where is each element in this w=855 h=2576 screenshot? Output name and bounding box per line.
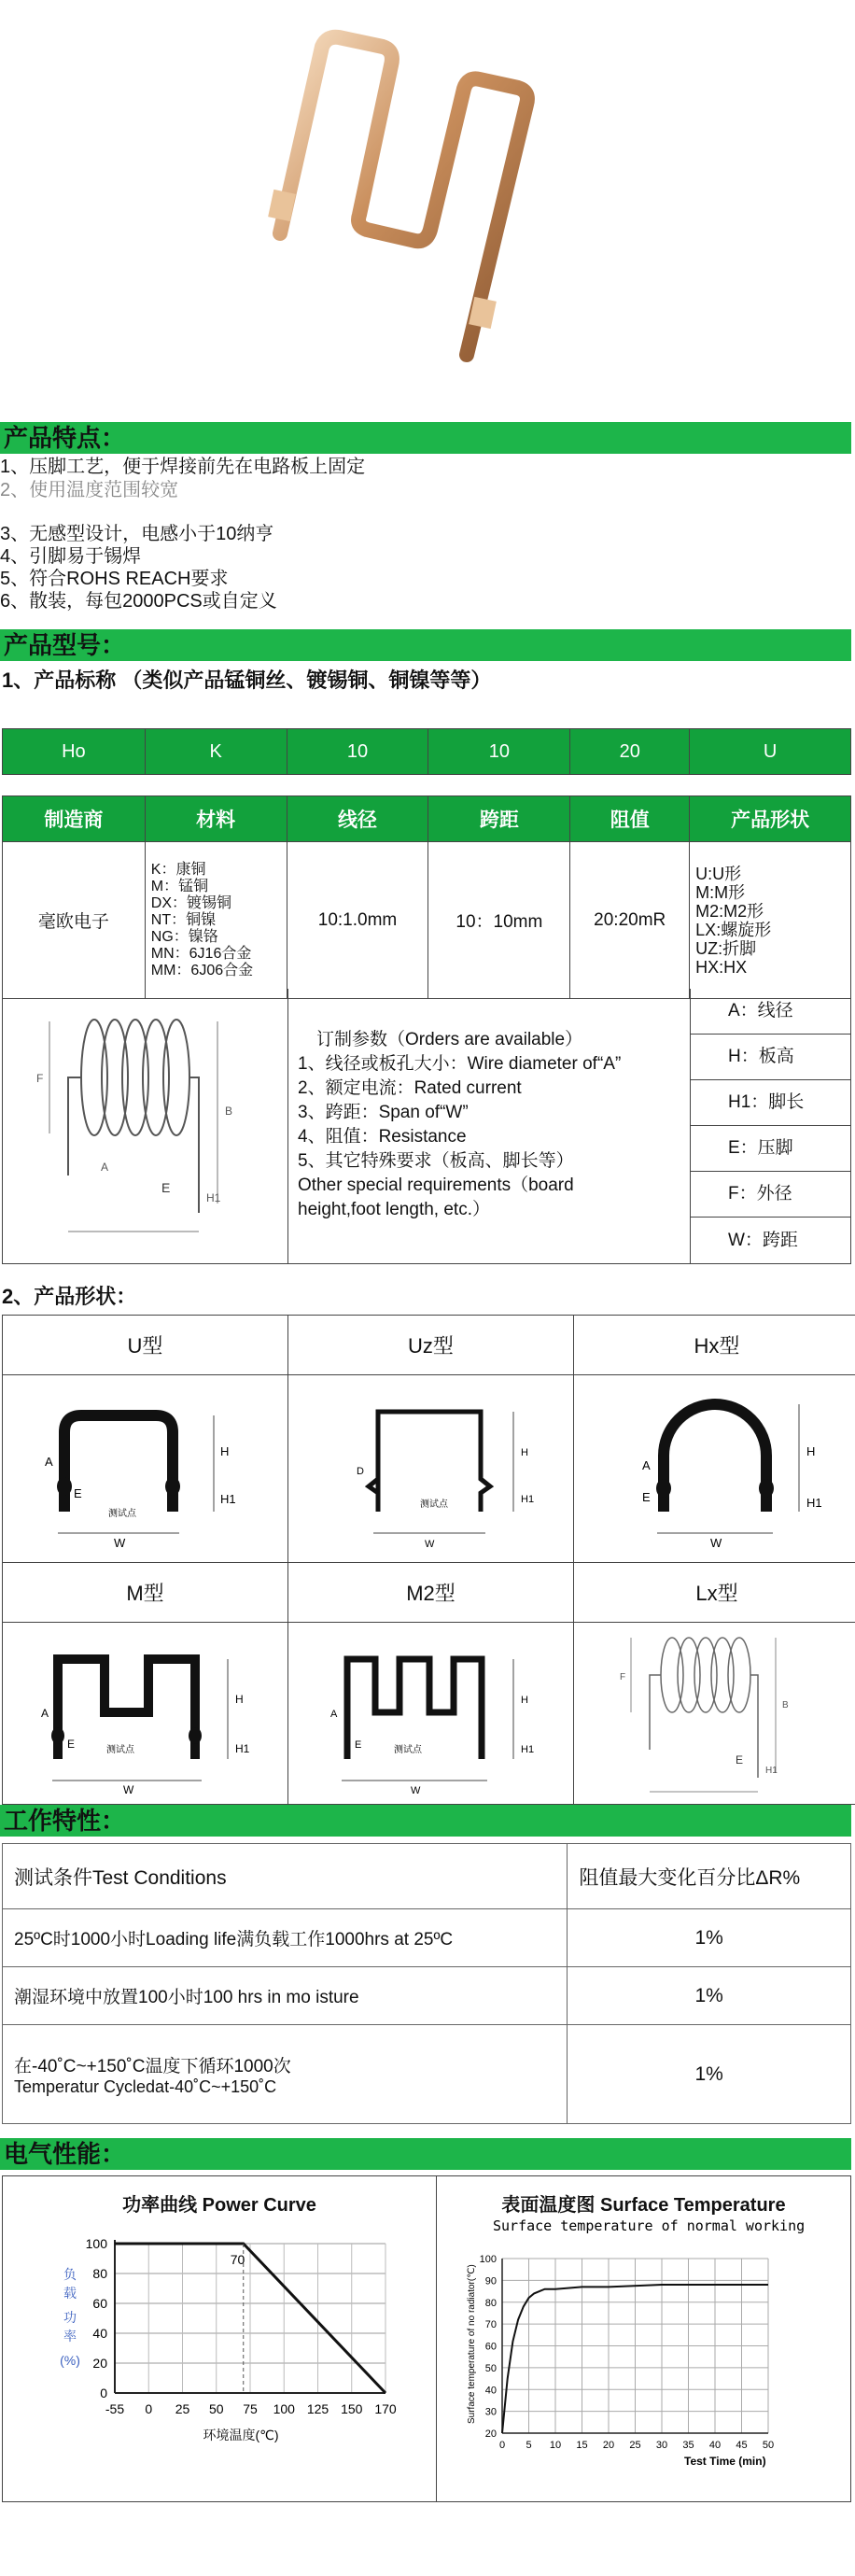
- shape-item: UZ:折脚: [695, 938, 757, 958]
- header-cell: 阻值: [570, 796, 690, 842]
- diagram-label: F: [620, 1672, 626, 1682]
- diagram-label: 测试点: [394, 1745, 422, 1755]
- order-item: 1、线径或板孔大小：Wire diameter of“A”: [298, 1054, 622, 1074]
- x-tick-label: 25: [175, 2401, 190, 2416]
- shape-item: HX:HX: [695, 957, 748, 977]
- y-tick-label: 60: [92, 2296, 107, 2311]
- y-axis-label: 载: [63, 2286, 77, 2301]
- model-table: [2, 728, 851, 999]
- electrical-title: 电气性能：: [0, 2138, 851, 2170]
- legend-item: H1：脚长: [691, 1080, 851, 1126]
- diagram-label: E: [74, 1486, 82, 1500]
- shape-lx-diagram: [574, 1623, 855, 1805]
- diagram-label: E: [736, 1753, 744, 1767]
- x-tick-label: 150: [341, 2401, 363, 2416]
- chart-subtitle: Surface temperature of normal working: [493, 2217, 806, 2234]
- diagram-label: H1: [206, 1191, 221, 1204]
- header-cell: 产品形状: [690, 796, 851, 842]
- legend-item: W：跨距: [728, 1231, 798, 1250]
- shapes-title: 2、产品形状：: [2, 1285, 137, 1308]
- maker-cell: 毫欧电子: [3, 842, 146, 999]
- order-item: height,foot length, etc.）: [298, 1200, 490, 1219]
- value-cell: 1%: [568, 1967, 851, 2025]
- power-curve-chart: [3, 2214, 436, 2494]
- x-tick-label: -55: [105, 2401, 125, 2416]
- diagram-label: H: [521, 1447, 528, 1458]
- diagram-label: H1: [521, 1494, 535, 1505]
- diagram-label: H1: [806, 1496, 822, 1510]
- order-item: Other special requirements（board: [298, 1175, 574, 1195]
- diagram-label: E: [355, 1739, 362, 1751]
- order-section: [2, 989, 851, 1264]
- x-tick-label: 50: [762, 2440, 775, 2451]
- shapes-table: [2, 1315, 855, 1805]
- features-title: 产品特点：: [0, 422, 851, 454]
- x-tick-label: 35: [682, 2440, 694, 2451]
- y-tick-label: 50: [484, 2362, 497, 2374]
- naming-title: 1、产品标称 （类似产品锰铜丝、镀锡铜、铜镍等等）: [2, 669, 492, 692]
- shape-item: U:U形: [695, 864, 742, 883]
- y-tick-label: 40: [92, 2326, 107, 2341]
- diagram-label: A: [642, 1458, 651, 1472]
- surface-temp-chart: [437, 2214, 850, 2494]
- y-tick-label: 20: [92, 2356, 107, 2371]
- diagram-label: E: [642, 1490, 651, 1504]
- feature-item: 1、压脚工艺，便于焊接前先在电路板上固定: [0, 457, 366, 477]
- order-item: 4、阻值：Resistance: [298, 1127, 467, 1147]
- material-item: NG：镍铬: [150, 928, 218, 945]
- material-item: K：康铜: [150, 861, 206, 878]
- electrical-section: [2, 2175, 851, 2502]
- diagram-label: H1: [521, 1744, 535, 1755]
- work-table: [2, 1843, 851, 2124]
- legend-column: [690, 989, 851, 1263]
- diagram-label: H: [806, 1444, 816, 1458]
- diagram-label: B: [782, 1700, 789, 1710]
- header-cell: 线径: [287, 796, 428, 842]
- resistance-cell: 20:20mR: [570, 842, 690, 999]
- y-tick-label: 40: [484, 2385, 497, 2397]
- x-tick-label: 125: [306, 2401, 329, 2416]
- value-cell: 1%: [568, 1909, 851, 1967]
- work-title: 工作特性：: [0, 1805, 851, 1837]
- shape-name: U型: [3, 1316, 288, 1375]
- cond-cell: 潮湿环境中放置100小时100 hrs in mo isture: [3, 1967, 568, 2025]
- x-tick-label: 15: [576, 2440, 588, 2451]
- x-tick-label: 50: [208, 2401, 224, 2416]
- surface-chart-panel: [437, 2176, 850, 2501]
- code-cell: 10: [287, 729, 428, 775]
- diagram-label: H: [521, 1695, 528, 1706]
- shape-name: M型: [3, 1563, 288, 1623]
- product-photo: [219, 19, 658, 411]
- annotation-label: 70: [230, 2252, 245, 2267]
- order-params: [298, 1028, 690, 1222]
- legend-item: H：板高: [691, 1035, 851, 1080]
- shape-item: M:M形: [695, 882, 746, 902]
- material-item: MN：6J16合金: [150, 945, 252, 962]
- diagram-label: E: [67, 1738, 76, 1751]
- y-tick-label: 100: [479, 2254, 497, 2265]
- diagram-label: B: [225, 1105, 233, 1118]
- x-tick-label: 45: [736, 2440, 748, 2451]
- diagram-label: 测试点: [106, 1745, 134, 1755]
- order-title: 订制参数（Orders are available）: [316, 1030, 583, 1049]
- x-tick-label: 100: [273, 2401, 295, 2416]
- diagram-label: H: [235, 1693, 244, 1706]
- diagram-label: H1: [235, 1742, 250, 1755]
- y-tick-label: 0: [100, 2386, 107, 2400]
- legend-item: A：线径: [691, 989, 851, 1035]
- shape-name: Hx型: [574, 1316, 855, 1375]
- span-cell: 10：10mm: [428, 842, 570, 999]
- y-axis-label: 功: [63, 2310, 77, 2325]
- diagram-label: A: [330, 1709, 338, 1720]
- power-chart-panel: [3, 2176, 437, 2501]
- y-tick-label: 100: [85, 2236, 107, 2251]
- diagram-label: W: [710, 1536, 722, 1550]
- y-tick-label: 80: [92, 2266, 107, 2281]
- shape-m-diagram: [3, 1623, 288, 1805]
- x-axis-label: 环境温度(℃): [203, 2428, 279, 2442]
- surface-title: 表面温度图 Surface Temperature: [501, 2195, 786, 2216]
- diagram-label: A: [101, 1161, 109, 1174]
- code-cell: 10: [428, 729, 570, 775]
- material-item: M：锰铜: [150, 878, 209, 894]
- shape-m2-diagram: [288, 1623, 574, 1805]
- x-tick-label: 170: [374, 2401, 397, 2416]
- material-item: DX：镀锡铜: [150, 894, 231, 911]
- power-title: 功率曲线 Power Curve: [122, 2195, 316, 2216]
- legend-item: E：压脚: [691, 1126, 851, 1172]
- diagram-label: W: [114, 1536, 126, 1550]
- shape-item: LX:螺旋形: [695, 920, 772, 939]
- material-item: NT：铜镍: [150, 911, 217, 928]
- diagram-label: W: [411, 1785, 421, 1796]
- x-tick-label: 10: [549, 2440, 562, 2451]
- y-tick-label: 70: [484, 2319, 497, 2331]
- feature-item: 2、使用温度范围较宽: [0, 480, 179, 500]
- y-tick-label: 90: [484, 2275, 497, 2287]
- diagram-label: W: [425, 1539, 435, 1550]
- diagram-label: A: [41, 1707, 49, 1720]
- shape-name: Uz型: [288, 1316, 574, 1375]
- diagram-label: D: [357, 1466, 364, 1477]
- diagram-label: F: [36, 1072, 44, 1085]
- diagram-label: H: [220, 1444, 230, 1458]
- x-tick-label: 0: [145, 2401, 153, 2416]
- x-tick-label: 20: [602, 2440, 615, 2451]
- material-item: MM：6J06合金: [150, 962, 254, 978]
- materials-cell: [145, 842, 287, 999]
- x-tick-label: 30: [655, 2440, 668, 2451]
- code-cell: 20: [570, 729, 690, 775]
- header-cond: 测试条件Test Conditions: [3, 1844, 568, 1909]
- y-tick-label: 60: [484, 2341, 497, 2353]
- order-item: 3、跨距：Span of“W”: [298, 1103, 469, 1122]
- y-axis-label: 率: [63, 2329, 77, 2344]
- header-cell: 跨距: [428, 796, 570, 842]
- model-title: 产品型号：: [0, 629, 851, 661]
- diameter-cell: 10:1.0mm: [287, 842, 428, 999]
- header-cell: 材料: [145, 796, 287, 842]
- x-tick-label: 25: [629, 2440, 641, 2451]
- shapes-cell: [690, 842, 851, 999]
- feature-item: 3、无感型设计，电感小于10纳亨: [0, 524, 274, 544]
- code-cell: K: [145, 729, 287, 775]
- feature-item: 5、符合ROHS REACH要求: [0, 569, 229, 589]
- x-tick-label: 5: [526, 2440, 532, 2451]
- shape-uz-diagram: [288, 1375, 574, 1563]
- y-tick-label: 20: [484, 2428, 497, 2440]
- diagram-label: 测试点: [420, 1499, 448, 1510]
- y-tick-label: 80: [484, 2297, 497, 2309]
- header-cell: 制造商: [3, 796, 146, 842]
- x-axis-label: Test Time (min): [684, 2455, 766, 2468]
- feature-item: 6、散装，每包2000PCS或自定义: [0, 591, 277, 612]
- y-axis-label: (%): [60, 2353, 80, 2368]
- shape-hx-diagram: [574, 1375, 855, 1563]
- header-change: 阻值最大变化百分比ΔR%: [568, 1844, 851, 1909]
- cond-cell: 在-40˚C~+150˚C温度下循环1000次: [14, 2056, 291, 2076]
- value-cell: 1%: [568, 2025, 851, 2124]
- shape-item: M2:M2形: [695, 901, 764, 921]
- cond-cell: 25ºC时1000小时Loading life满负载工作1000hrs at 25ºC: [3, 1909, 568, 1967]
- code-cell: U: [690, 729, 851, 775]
- y-axis-label: Surface temperature of no radiator(℃): [467, 2264, 477, 2424]
- x-tick-label: 40: [708, 2440, 722, 2451]
- shape-name: M2型: [288, 1563, 574, 1623]
- coil-diagram: [3, 989, 288, 1263]
- shape-name: Lx型: [574, 1563, 855, 1623]
- order-item: 2、额定电流：Rated current: [298, 1078, 522, 1098]
- diagram-label: 测试点: [108, 1509, 136, 1519]
- order-item: 5、其它特殊要求（板高、脚长等）: [298, 1151, 574, 1171]
- cond-cell-en: Temperatur Cycledat-40˚C~+150˚C: [14, 2076, 277, 2096]
- diagram-label: E: [161, 1180, 171, 1195]
- diagram-label: H1: [220, 1492, 236, 1506]
- legend-item: F：外径: [691, 1172, 851, 1218]
- diagram-label: W: [123, 1783, 134, 1796]
- feature-item: 4、引脚易于锡焊: [0, 546, 142, 567]
- x-tick-label: 75: [243, 2401, 258, 2416]
- shape-u-diagram: [3, 1375, 288, 1563]
- diagram-label: A: [45, 1455, 53, 1469]
- diagram-label: H1: [765, 1766, 778, 1776]
- x-tick-label: 0: [498, 2440, 506, 2451]
- y-axis-label: 负: [63, 2267, 77, 2282]
- y-tick-label: 30: [484, 2406, 497, 2418]
- code-cell: Ho: [3, 729, 146, 775]
